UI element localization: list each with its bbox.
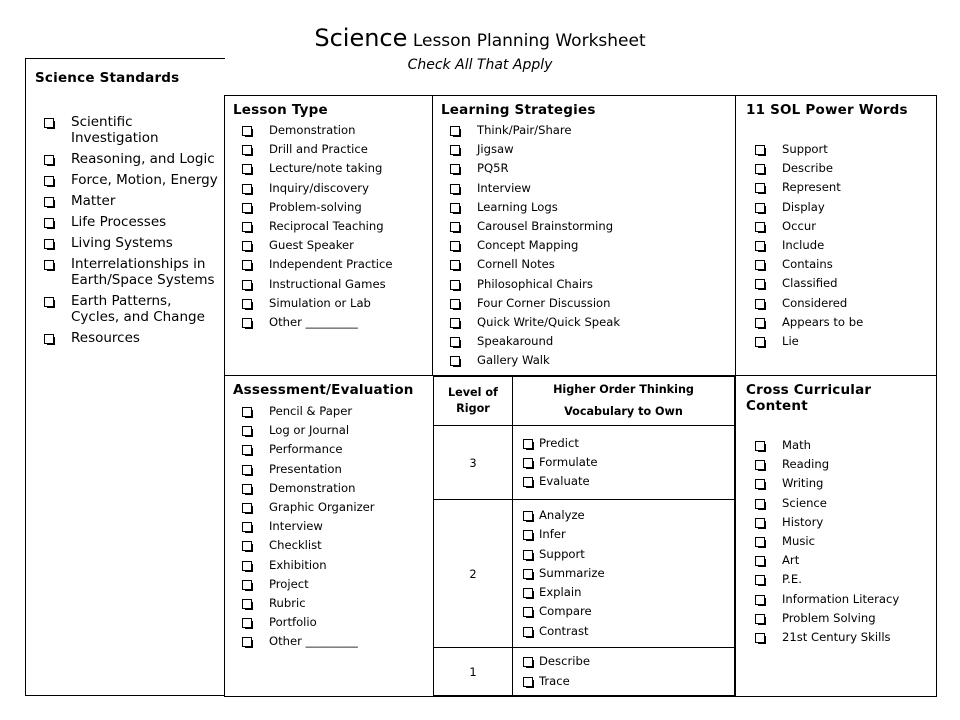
checklist-item[interactable] [35, 151, 221, 167]
checklist-item[interactable] [233, 421, 429, 440]
checklist-item[interactable] [233, 594, 429, 613]
checklist-label: P.E. [782, 572, 802, 587]
checklist-label: Interview [477, 180, 531, 195]
checklist-item[interactable] [35, 172, 221, 188]
checklist-item[interactable] [233, 294, 429, 313]
checkbox-icon[interactable] [242, 503, 252, 513]
checklist-item[interactable] [746, 332, 934, 351]
rigor-vocab-cell [513, 648, 735, 696]
checkbox-icon[interactable] [242, 407, 252, 417]
worksheet-title [0, 24, 960, 52]
checkbox-icon[interactable] [755, 337, 765, 347]
checkbox-icon[interactable] [242, 299, 252, 309]
checklist-label: Problem-solving [269, 199, 362, 214]
checkbox-icon[interactable] [755, 518, 765, 528]
checkbox-icon[interactable] [450, 126, 460, 136]
checklist-item[interactable] [441, 294, 731, 313]
checklist-label: Graphic Organizer [269, 500, 375, 515]
checkbox-icon[interactable] [755, 164, 765, 174]
checklist-label: Four Corner Discussion [477, 295, 611, 310]
checklist-label: Evaluate [539, 474, 590, 489]
checkbox-icon[interactable] [450, 260, 460, 270]
checklist-item[interactable] [35, 235, 221, 251]
checklist-label: Matter [71, 193, 116, 209]
checklist-item[interactable] [513, 583, 734, 602]
checkbox-icon[interactable] [523, 677, 533, 687]
checklist-label: History [782, 514, 824, 529]
checkbox-icon[interactable] [44, 239, 54, 249]
checklist-item[interactable] [233, 121, 429, 140]
checklist-label: Occur [782, 218, 816, 233]
checklist-item[interactable] [746, 436, 934, 455]
checklist-label: Represent [782, 180, 841, 195]
sol-power-words-heading: 11 SOL Power Words [746, 102, 908, 118]
checklist-label: Reading [782, 457, 830, 472]
checklist-item[interactable] [441, 255, 731, 274]
checkbox-icon[interactable] [242, 618, 252, 628]
cross-curricular-heading: Cross Curricular Content [746, 382, 872, 414]
checkbox-icon[interactable] [755, 279, 765, 289]
checkbox-icon[interactable] [523, 511, 533, 521]
checkbox-icon[interactable] [44, 260, 54, 270]
checklist-item[interactable] [746, 198, 934, 217]
checklist-item[interactable] [35, 214, 221, 230]
checkbox-icon[interactable] [755, 241, 765, 251]
checklist-label: Information Literacy [782, 591, 900, 606]
title-subject: Science [314, 24, 408, 52]
checkbox-icon[interactable] [755, 499, 765, 509]
assessment-panel [233, 382, 429, 652]
checklist-item[interactable] [233, 460, 429, 479]
checklist-item[interactable] [746, 494, 934, 513]
checkbox-icon[interactable] [523, 627, 533, 637]
checkbox-icon[interactable] [523, 607, 533, 617]
checklist-item[interactable] [513, 434, 734, 453]
assessment-heading: Assessment/Evaluation [233, 382, 414, 398]
checklist-item[interactable] [746, 178, 934, 197]
checklist-item[interactable] [513, 545, 734, 564]
checklist-label: Instructional Games [269, 276, 386, 291]
checklist-label: Problem Solving [782, 610, 876, 625]
checkbox-icon[interactable] [242, 465, 252, 475]
checklist-item[interactable] [233, 556, 429, 575]
checklist-item[interactable] [233, 159, 429, 178]
checklist-label: Contains [782, 257, 833, 272]
checklist-label: Classified [782, 276, 838, 291]
checklist-item[interactable] [35, 193, 221, 209]
checklist-label: Portfolio [269, 615, 317, 630]
checkbox-icon[interactable] [242, 637, 252, 647]
checklist-item[interactable] [233, 440, 429, 459]
checklist-label: Interrelationships in Earth/Space Systems [71, 256, 215, 288]
checkbox-icon[interactable] [755, 556, 765, 566]
checklist-item[interactable] [746, 140, 934, 159]
rigor-table-header [434, 377, 735, 426]
checkbox-icon[interactable] [242, 599, 252, 609]
checklist-label: Independent Practice [269, 257, 393, 272]
checklist-label: Formulate [539, 454, 598, 469]
column-divider [432, 95, 433, 376]
checklist-label: Infer [539, 527, 566, 542]
checklist-item[interactable] [513, 564, 734, 583]
checklist-item[interactable] [233, 179, 429, 198]
rigor-row [434, 426, 735, 500]
checklist-label: Cornell Notes [477, 257, 555, 272]
sol-power-words-panel [746, 102, 934, 351]
checkbox-icon[interactable] [450, 337, 460, 347]
checkbox-icon[interactable] [242, 164, 252, 174]
cross-curricular-panel [746, 382, 934, 647]
column-divider [735, 95, 736, 697]
learning-strategies-panel [441, 102, 731, 371]
science-standards-heading: Science Standards [35, 70, 180, 86]
checklist-label: Carousel Brainstorming [477, 219, 614, 234]
checklist-item[interactable] [441, 332, 731, 351]
checklist-label: Compare [539, 604, 592, 619]
checklist-item[interactable] [233, 498, 429, 517]
checkbox-icon[interactable] [242, 484, 252, 494]
checklist-label: Learning Logs [477, 199, 558, 214]
checklist-item[interactable] [35, 114, 221, 146]
checkbox-icon[interactable] [450, 222, 460, 232]
checklist-label: Include [782, 238, 825, 253]
checkbox-icon[interactable] [450, 356, 460, 366]
checkbox-icon[interactable] [523, 477, 533, 487]
checklist-label: Log or Journal [269, 423, 350, 438]
checkbox-icon[interactable] [44, 155, 54, 165]
checklist-label: Other _________ [269, 315, 358, 330]
checklist-item[interactable] [746, 313, 934, 332]
checklist-label: Contrast [539, 623, 589, 638]
checklist-item[interactable] [746, 217, 934, 236]
checklist-label: Predict [539, 435, 579, 450]
checklist-label: Concept Mapping [477, 238, 579, 253]
assessment-list [233, 402, 429, 652]
checklist-label: Gallery Walk [477, 353, 550, 368]
checkbox-icon[interactable] [523, 439, 533, 449]
checkbox-icon[interactable] [44, 197, 54, 207]
checkbox-icon[interactable] [242, 203, 252, 213]
checkbox-icon[interactable] [450, 280, 460, 290]
checklist-label: Inquiry/discovery [269, 180, 369, 195]
checklist-label: Exhibition [269, 557, 327, 572]
checklist-item[interactable] [441, 121, 731, 140]
checkbox-icon[interactable] [523, 530, 533, 540]
checklist-label: Art [782, 553, 800, 568]
checklist-item[interactable] [746, 255, 934, 274]
checklist-label: Presentation [269, 461, 342, 476]
checkbox-icon[interactable] [450, 145, 460, 155]
checkbox-icon[interactable] [755, 222, 765, 232]
checklist-label: Describe [782, 161, 833, 176]
checklist-label: Explain [539, 585, 582, 600]
checklist-label: Project [269, 576, 309, 591]
checklist-item[interactable] [746, 159, 934, 178]
checklist-item[interactable] [746, 455, 934, 474]
rigor-vocab-list [513, 506, 734, 640]
checkbox-icon[interactable] [755, 318, 765, 328]
checkbox-icon[interactable] [450, 203, 460, 213]
learning-strategies-list [441, 121, 731, 371]
checklist-label: Describe [539, 654, 590, 669]
checklist-item[interactable] [441, 140, 731, 159]
checklist-item[interactable] [233, 402, 429, 421]
checklist-item[interactable] [513, 472, 734, 491]
rigor-level-header-line1: Level of [448, 386, 498, 399]
checklist-label: Reasoning, and Logic [71, 151, 215, 167]
checklist-label: Performance [269, 442, 343, 457]
checkbox-icon[interactable] [523, 588, 533, 598]
rigor-level: 2 [434, 500, 513, 648]
checkbox-icon[interactable] [44, 334, 54, 344]
checklist-item[interactable] [441, 159, 731, 178]
checklist-label: Speakaround [477, 334, 554, 349]
checklist-label: Rubric [269, 596, 306, 611]
checkbox-icon[interactable] [242, 222, 252, 232]
checklist-label: Lie [782, 334, 799, 349]
checklist-label: Reciprocal Teaching [269, 219, 384, 234]
lesson-type-heading: Lesson Type [233, 102, 328, 118]
checklist-label: Science [782, 495, 827, 510]
rigor-table [433, 376, 735, 696]
checklist-item[interactable] [233, 613, 429, 632]
checkbox-icon[interactable] [242, 260, 252, 270]
rigor-row [434, 648, 735, 696]
rigor-level: 3 [434, 426, 513, 500]
checkbox-icon[interactable] [242, 241, 252, 251]
checklist-label: Guest Speaker [269, 238, 354, 253]
checklist-label: Think/Pair/Share [477, 123, 572, 137]
checklist-label: Jigsaw [477, 142, 514, 157]
checkbox-icon[interactable] [242, 580, 252, 590]
checklist-item[interactable] [746, 551, 934, 570]
science-standards-panel [35, 70, 221, 351]
checklist-item[interactable] [746, 474, 934, 493]
checklist-item[interactable] [233, 140, 429, 159]
checkbox-icon[interactable] [755, 299, 765, 309]
checklist-label: Trace [539, 673, 570, 688]
checklist-label: Support [782, 142, 828, 156]
checkbox-icon[interactable] [523, 569, 533, 579]
checklist-label: Resources [71, 330, 140, 346]
checkbox-icon[interactable] [242, 445, 252, 455]
checkbox-icon[interactable] [242, 126, 252, 136]
checklist-label: Interview [269, 519, 323, 534]
checklist-item[interactable] [746, 570, 934, 589]
checkbox-icon[interactable] [242, 280, 252, 290]
checkbox-icon[interactable] [242, 184, 252, 194]
vocabulary-header-line1: Higher Order Thinking [553, 383, 694, 396]
checklist-item[interactable] [441, 179, 731, 198]
checkbox-icon[interactable] [44, 297, 54, 307]
checklist-label: 21st Century Skills [782, 630, 891, 645]
checkbox-icon[interactable] [450, 241, 460, 251]
checklist-item[interactable] [513, 602, 734, 621]
checkbox-icon[interactable] [755, 633, 765, 643]
checklist-label: Living Systems [71, 235, 173, 251]
checkbox-icon[interactable] [755, 537, 765, 547]
checkbox-icon[interactable] [242, 541, 252, 551]
checklist-item[interactable] [233, 255, 429, 274]
checkbox-icon[interactable] [44, 218, 54, 228]
checklist-item[interactable] [233, 575, 429, 594]
checklist-item[interactable] [513, 652, 734, 671]
checklist-label: Checklist [269, 538, 322, 553]
rigor-level-header-line2: Rigor [456, 402, 490, 415]
checklist-label: Life Processes [71, 214, 167, 230]
checklist-item[interactable] [441, 351, 731, 370]
checklist-item[interactable] [35, 330, 221, 346]
checkbox-icon[interactable] [450, 184, 460, 194]
checklist-item[interactable] [441, 275, 731, 294]
checkbox-icon[interactable] [242, 561, 252, 571]
checkbox-icon[interactable] [242, 522, 252, 532]
checklist-item[interactable] [746, 532, 934, 551]
checkbox-icon[interactable] [755, 479, 765, 489]
checklist-item[interactable] [513, 525, 734, 544]
title-rest: Lesson Planning Worksheet [412, 31, 646, 51]
checklist-label: Quick Write/Quick Speak [477, 315, 621, 330]
checkbox-icon[interactable] [755, 595, 765, 605]
checklist-label: Music [782, 534, 815, 549]
checkbox-icon[interactable] [242, 318, 252, 328]
rigor-vocab-cell [513, 500, 735, 648]
checklist-item[interactable] [233, 217, 429, 236]
rigor-vocab-cell [513, 426, 735, 500]
checklist-label: Lecture/note taking [269, 161, 383, 176]
checklist-item[interactable] [233, 275, 429, 294]
checklist-item[interactable] [513, 672, 734, 691]
checklist-item[interactable] [746, 590, 934, 609]
checkbox-icon[interactable] [242, 426, 252, 436]
checkbox-icon[interactable] [755, 203, 765, 213]
vocabulary-header-line2: Vocabulary to Own [564, 405, 683, 418]
checklist-label: Simulation or Lab [269, 295, 371, 310]
checklist-item[interactable] [233, 198, 429, 217]
checkbox-icon[interactable] [755, 575, 765, 585]
checkbox-icon[interactable] [44, 118, 54, 128]
rigor-vocab-list [513, 434, 734, 492]
checklist-item[interactable] [233, 517, 429, 536]
cross-curricular-list [746, 436, 934, 647]
checkbox-icon[interactable] [44, 176, 54, 186]
checklist-label: Force, Motion, Energy [71, 172, 218, 188]
checkbox-icon[interactable] [450, 164, 460, 174]
checkbox-icon[interactable] [523, 657, 533, 667]
checklist-label: Display [782, 199, 825, 214]
checklist-label: Philosophical Chairs [477, 276, 593, 291]
lesson-type-panel [233, 102, 429, 332]
checklist-item[interactable] [233, 479, 429, 498]
checklist-label: Summarize [539, 565, 605, 580]
checklist-item[interactable] [233, 536, 429, 555]
checkbox-icon[interactable] [755, 460, 765, 470]
vocabulary-header [513, 377, 735, 426]
checklist-item[interactable] [513, 622, 734, 641]
checkbox-icon[interactable] [755, 614, 765, 624]
checklist-item[interactable] [233, 632, 429, 651]
checklist-label: Math [782, 438, 812, 452]
checklist-label: Earth Patterns, Cycles, and Change [71, 293, 205, 325]
checklist-item[interactable] [233, 236, 429, 255]
checklist-label: Appears to be [782, 314, 864, 329]
checkbox-icon[interactable] [450, 299, 460, 309]
checklist-label: Analyze [539, 508, 585, 523]
checklist-item[interactable] [746, 628, 934, 647]
checklist-item[interactable] [441, 217, 731, 236]
checklist-item[interactable] [441, 236, 731, 255]
checklist-label: Support [539, 546, 585, 561]
worksheet-subtitle: Check All That Apply [407, 57, 553, 73]
checklist-label: Considered [782, 295, 848, 310]
checklist-label: Demonstration [269, 123, 356, 137]
checklist-item[interactable] [35, 293, 221, 325]
checklist-item[interactable] [746, 609, 934, 628]
checkbox-icon[interactable] [523, 550, 533, 560]
checklist-item[interactable] [513, 506, 734, 525]
checklist-item[interactable] [746, 274, 934, 293]
checkbox-icon[interactable] [755, 260, 765, 270]
checklist-item[interactable] [746, 294, 934, 313]
checklist-item[interactable] [441, 313, 731, 332]
checkbox-icon[interactable] [523, 458, 533, 468]
checklist-label: Drill and Practice [269, 142, 368, 157]
rigor-level: 1 [434, 648, 513, 696]
rigor-vocab-list [513, 652, 734, 690]
checklist-label: Scientific Investigation [71, 114, 159, 146]
checkbox-icon[interactable] [242, 145, 252, 155]
checklist-item[interactable] [746, 236, 934, 255]
checklist-item[interactable] [441, 198, 731, 217]
rigor-row [434, 500, 735, 648]
checkbox-icon[interactable] [755, 441, 765, 451]
checklist-label: PQ5R [477, 161, 509, 176]
checklist-item[interactable] [513, 453, 734, 472]
checklist-label: Pencil & Paper [269, 404, 353, 418]
checklist-item[interactable] [35, 256, 221, 288]
learning-strategies-heading: Learning Strategies [441, 102, 596, 118]
checklist-label: Other _________ [269, 634, 358, 649]
science-standards-list [35, 114, 221, 346]
checkbox-icon[interactable] [450, 318, 460, 328]
checkbox-icon[interactable] [755, 145, 765, 155]
checklist-label: Demonstration [269, 480, 356, 495]
checklist-item[interactable] [233, 313, 429, 332]
rigor-level-header [434, 377, 513, 426]
checklist-item[interactable] [746, 513, 934, 532]
checkbox-icon[interactable] [755, 183, 765, 193]
sol-power-words-list [746, 140, 934, 351]
lesson-type-list [233, 121, 429, 332]
checklist-label: Writing [782, 476, 824, 491]
